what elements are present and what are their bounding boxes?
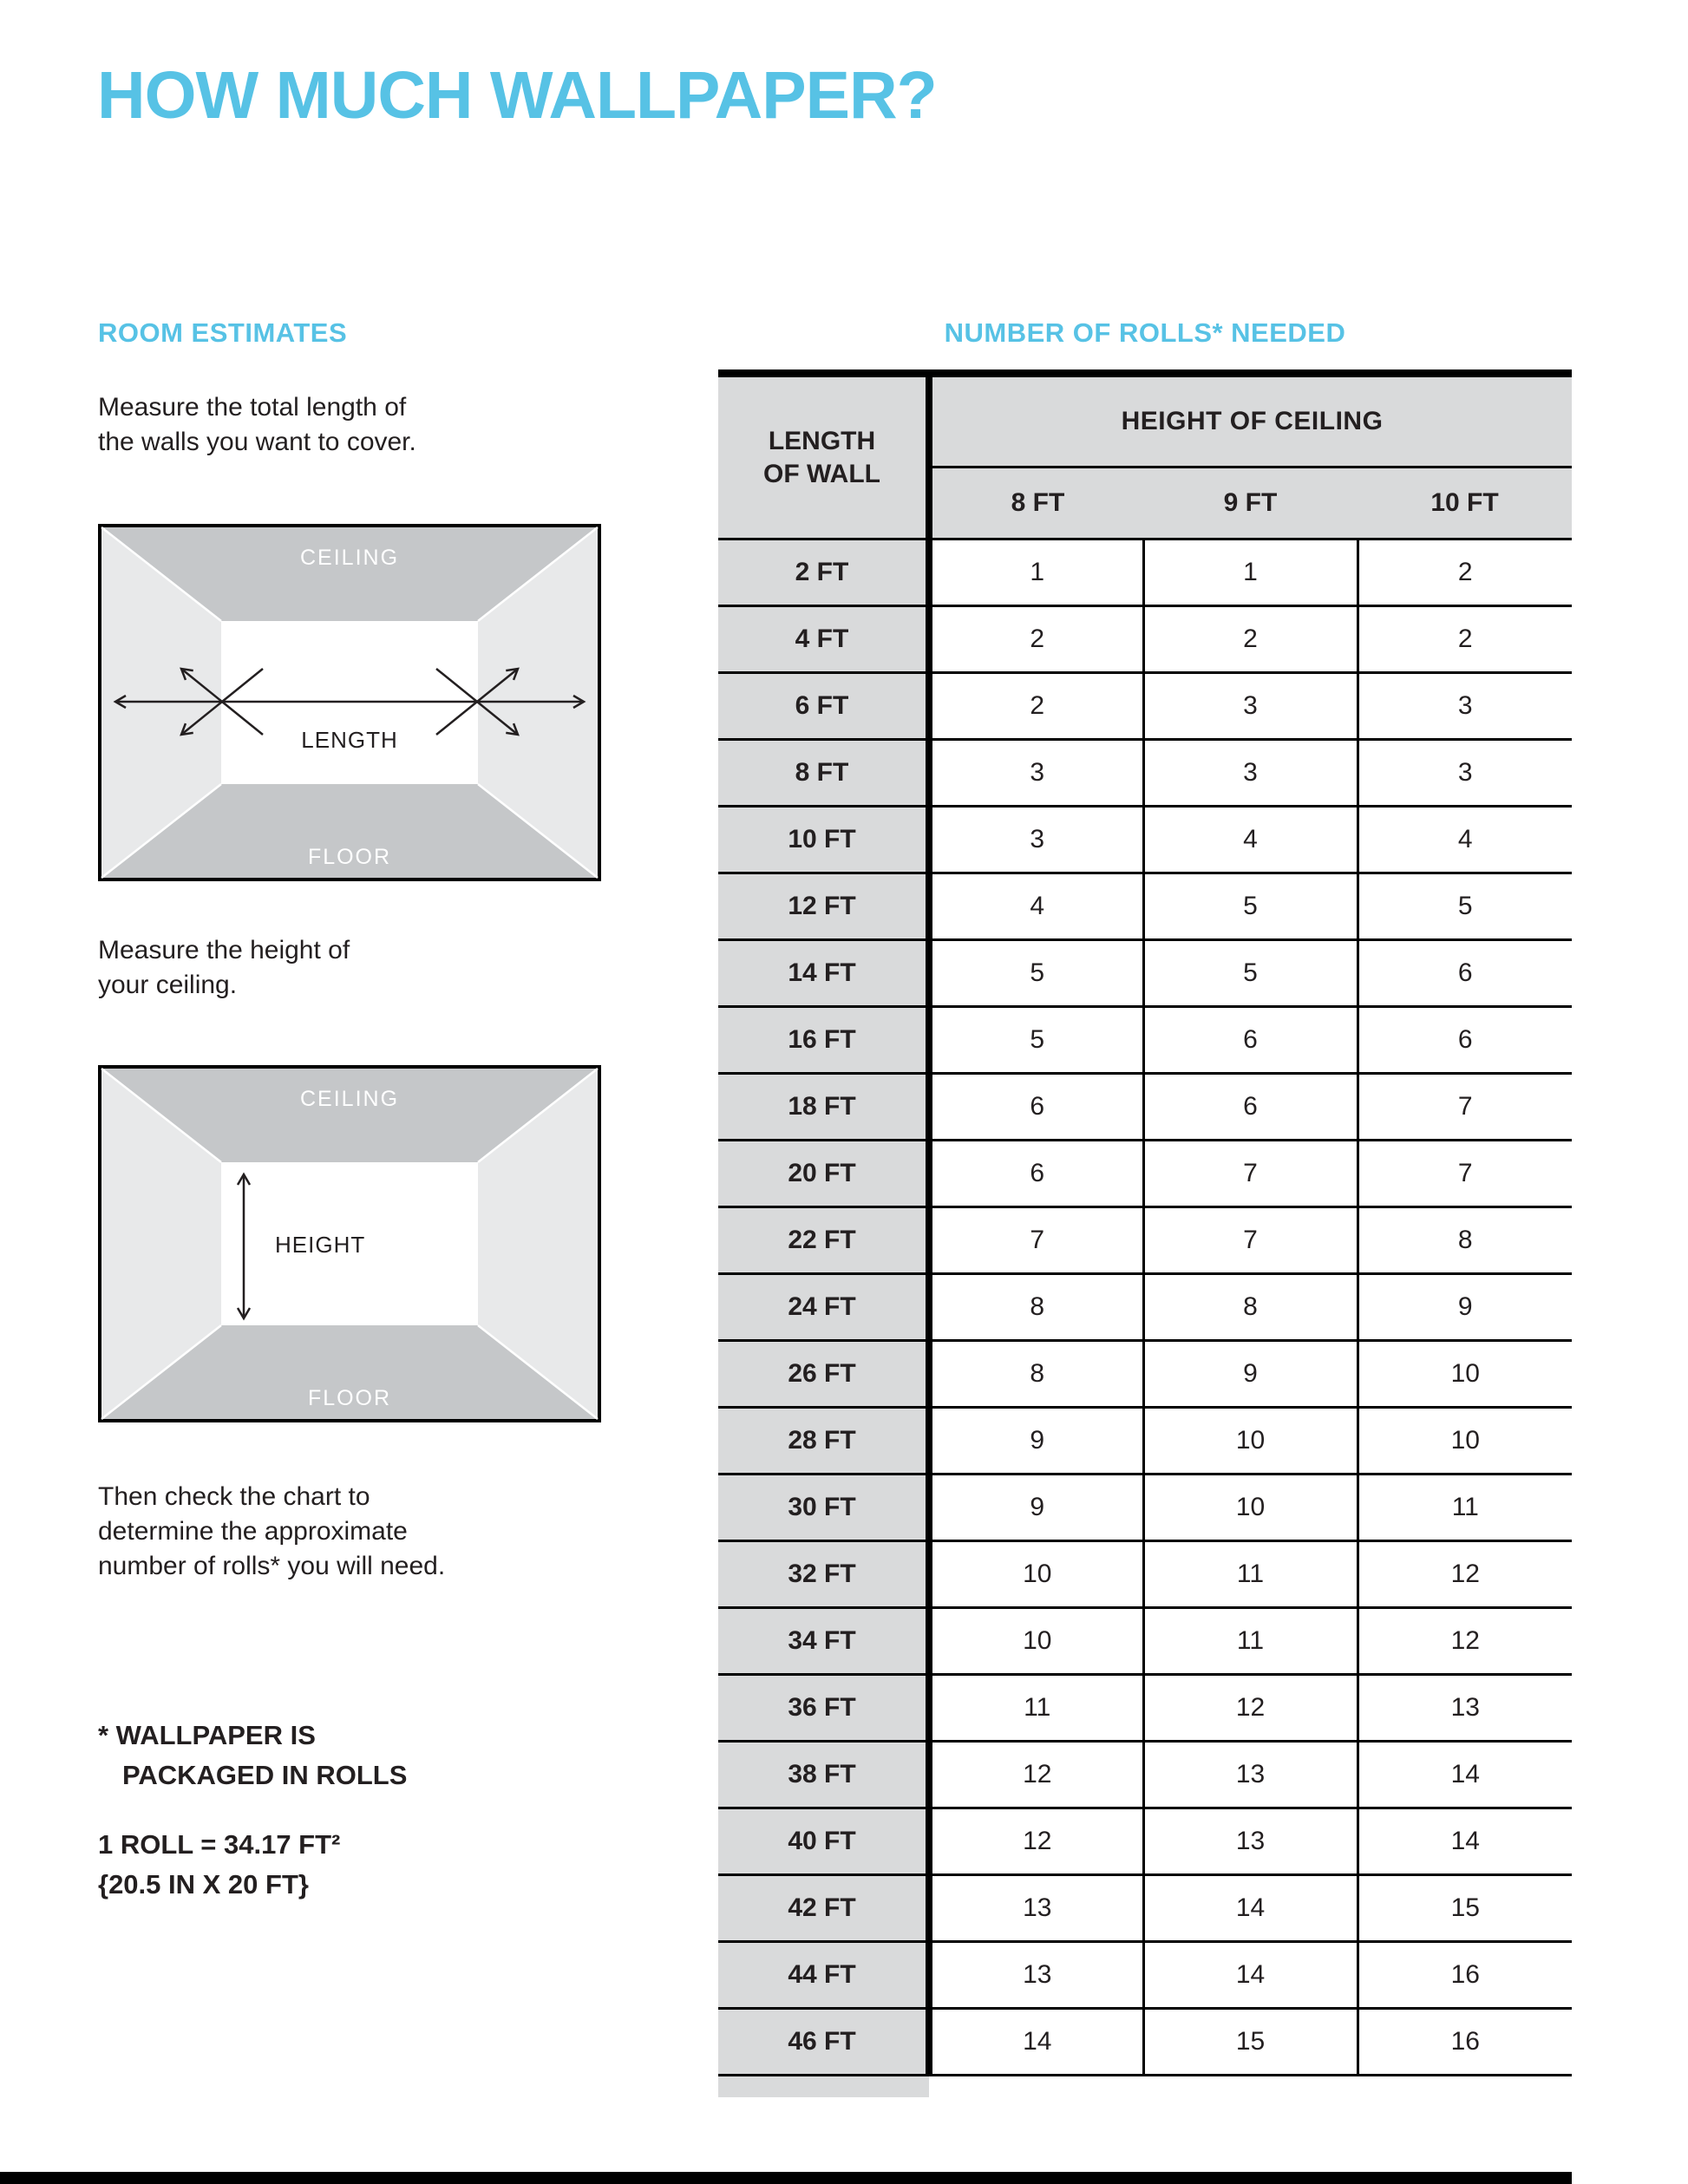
row-value: 14 <box>1358 1808 1572 1875</box>
text-line: {20.5 IN X 20 FT} <box>98 1869 309 1900</box>
table-row <box>718 1341 1572 1408</box>
row-value: 2 <box>1358 606 1572 673</box>
row-value: 11 <box>1143 1608 1358 1675</box>
table-row <box>718 606 1572 673</box>
row-label: 14 FT <box>718 940 929 1007</box>
row-value: 12 <box>1358 1608 1572 1675</box>
row-label: 20 FT <box>718 1141 929 1207</box>
row-value: 14 <box>929 2009 1143 2076</box>
row-value: 12 <box>1143 1675 1358 1742</box>
row-label: 18 FT <box>718 1074 929 1141</box>
row-label: 34 FT <box>718 1608 929 1675</box>
row-value: 8 <box>929 1274 1143 1341</box>
row-label: 46 FT <box>718 2009 929 2076</box>
height-diagram <box>98 1065 601 1422</box>
page-bottom-bar <box>0 2172 1572 2184</box>
row-label: 40 FT <box>718 1808 929 1875</box>
table-row <box>718 1274 1572 1341</box>
length-diagram-svg <box>98 524 601 881</box>
roll-size-spec <box>98 1825 340 1905</box>
row-value: 1 <box>929 539 1143 606</box>
floor-label: FLOOR <box>307 845 392 869</box>
instruction-measure-length <box>98 390 416 460</box>
row-value: 12 <box>929 1808 1143 1875</box>
row-value: 14 <box>1143 1875 1358 1942</box>
row-value: 12 <box>929 1742 1143 1808</box>
row-value: 6 <box>929 1074 1143 1141</box>
table-row <box>718 1074 1572 1141</box>
table-row <box>718 1675 1572 1742</box>
row-value: 6 <box>1358 940 1572 1007</box>
row-value: 4 <box>1143 807 1358 873</box>
text-line: Then check the chart to <box>98 1482 370 1511</box>
row-value: 3 <box>1358 673 1572 740</box>
text-line: 1 ROLL = 34.17 FT² <box>98 1829 341 1860</box>
table-row <box>718 1808 1572 1875</box>
row-label: 30 FT <box>718 1475 929 1541</box>
row-value: 5 <box>1143 873 1358 940</box>
row-value: 5 <box>1358 873 1572 940</box>
text-line: Measure the height of <box>98 936 350 964</box>
row-label: 12 FT <box>718 873 929 940</box>
row-value: 1 <box>1143 539 1358 606</box>
row-value: 6 <box>1358 1007 1572 1074</box>
row-value: 8 <box>1143 1274 1358 1341</box>
table-row <box>718 1608 1572 1675</box>
instruction-measure-height <box>98 933 350 1003</box>
table-row <box>718 1007 1572 1074</box>
row-value: 10 <box>1358 1341 1572 1408</box>
row-value: 7 <box>1358 1074 1572 1141</box>
text-line: the walls you want to cover. <box>98 428 416 456</box>
table-row <box>718 1742 1572 1808</box>
text-line: Measure the total length of <box>98 393 407 422</box>
row-value: 13 <box>1358 1675 1572 1742</box>
row-label: 4 FT <box>718 606 929 673</box>
floor-label: FLOOR <box>307 1386 392 1410</box>
rolls-needed-heading: NUMBER OF ROLLS* NEEDED <box>944 317 1346 348</box>
row-value: 10 <box>1143 1475 1358 1541</box>
row-label: 2 FT <box>718 539 929 606</box>
col-header-8ft: 8 FT <box>929 468 1143 539</box>
text-line: number of rolls* you will need. <box>98 1552 446 1580</box>
row-value: 14 <box>1143 1942 1358 2009</box>
table-header-row <box>718 374 1572 468</box>
row-value: 7 <box>1358 1141 1572 1207</box>
row-value: 12 <box>1358 1541 1572 1608</box>
row-value: 4 <box>1358 807 1572 873</box>
row-label: 44 FT <box>718 1942 929 2009</box>
ceiling-label: CEILING <box>299 546 400 570</box>
row-label: 38 FT <box>718 1742 929 1808</box>
rolls-table <box>718 369 1572 2076</box>
page-title: HOW MUCH WALLPAPER? <box>97 58 937 133</box>
row-value: 16 <box>1358 1942 1572 2009</box>
row-label: 6 FT <box>718 673 929 740</box>
table-row <box>718 1141 1572 1207</box>
row-value: 2 <box>1358 539 1572 606</box>
row-value: 5 <box>929 1007 1143 1074</box>
row-value: 7 <box>1143 1207 1358 1274</box>
row-value: 8 <box>929 1341 1143 1408</box>
col-header-10ft: 10 FT <box>1358 468 1572 539</box>
row-label: 8 FT <box>718 740 929 807</box>
row-value: 15 <box>1143 2009 1358 2076</box>
instruction-check-chart <box>98 1480 445 1584</box>
row-label: 22 FT <box>718 1207 929 1274</box>
row-label: 32 FT <box>718 1541 929 1608</box>
table-row <box>718 1207 1572 1274</box>
row-value: 14 <box>1358 1742 1572 1808</box>
row-value: 5 <box>929 940 1143 1007</box>
row-value: 10 <box>1143 1408 1358 1475</box>
length-diagram <box>98 524 601 881</box>
row-label: 10 FT <box>718 807 929 873</box>
row-value: 3 <box>1143 740 1358 807</box>
rolls-table-container <box>718 369 1572 2097</box>
row-value: 6 <box>1143 1007 1358 1074</box>
text-line: your ceiling. <box>98 971 238 999</box>
row-value: 10 <box>929 1541 1143 1608</box>
row-value: 9 <box>1143 1341 1358 1408</box>
row-value: 3 <box>1143 673 1358 740</box>
row-label: 28 FT <box>718 1408 929 1475</box>
room-estimates-heading: ROOM ESTIMATES <box>98 317 348 348</box>
col-header-length-of-wall <box>718 374 929 539</box>
row-value: 7 <box>1143 1141 1358 1207</box>
table-row <box>718 539 1572 606</box>
row-value: 4 <box>929 873 1143 940</box>
text-line: * WALLPAPER IS <box>98 1720 316 1750</box>
height-label: HEIGHT <box>275 1232 366 1258</box>
text-line: PACKAGED IN ROLLS <box>122 1760 408 1790</box>
row-value: 10 <box>929 1608 1143 1675</box>
row-value: 11 <box>929 1675 1143 1742</box>
text-line: LENGTH <box>768 426 876 455</box>
table-row <box>718 740 1572 807</box>
row-value: 13 <box>929 1875 1143 1942</box>
row-value: 5 <box>1143 940 1358 1007</box>
col-header-height-of-ceiling: HEIGHT OF CEILING <box>929 374 1572 468</box>
row-value: 2 <box>1143 606 1358 673</box>
row-value: 11 <box>1358 1475 1572 1541</box>
length-label: LENGTH <box>301 727 398 753</box>
table-row <box>718 807 1572 873</box>
row-value: 3 <box>929 740 1143 807</box>
table-row <box>718 1942 1572 2009</box>
row-value: 13 <box>1143 1808 1358 1875</box>
row-value: 9 <box>929 1475 1143 1541</box>
table-row <box>718 673 1572 740</box>
row-value: 16 <box>1358 2009 1572 2076</box>
row-value: 9 <box>929 1408 1143 1475</box>
text-line: OF WALL <box>763 459 880 488</box>
row-value: 15 <box>1358 1875 1572 1942</box>
row-value: 9 <box>1358 1274 1572 1341</box>
row-value: 2 <box>929 606 1143 673</box>
text-line: determine the approximate <box>98 1517 408 1546</box>
row-label: 36 FT <box>718 1675 929 1742</box>
row-label: 24 FT <box>718 1274 929 1341</box>
row-value: 3 <box>929 807 1143 873</box>
table-row <box>718 1408 1572 1475</box>
col-header-9ft: 9 FT <box>1143 468 1358 539</box>
row-value: 6 <box>1143 1074 1358 1141</box>
row-label: 42 FT <box>718 1875 929 1942</box>
row-value: 10 <box>1358 1408 1572 1475</box>
wallpaper-rolls-footnote <box>98 1716 407 1795</box>
rolls-table-body <box>718 539 1572 2076</box>
row-value: 2 <box>929 673 1143 740</box>
table-row <box>718 1475 1572 1541</box>
row-value: 6 <box>929 1141 1143 1207</box>
row-value: 13 <box>1143 1742 1358 1808</box>
table-row <box>718 2009 1572 2076</box>
table-gray-stub <box>718 2076 929 2097</box>
row-value: 3 <box>1358 740 1572 807</box>
row-value: 7 <box>929 1207 1143 1274</box>
row-value: 11 <box>1143 1541 1358 1608</box>
table-row <box>718 1875 1572 1942</box>
row-label: 16 FT <box>718 1007 929 1074</box>
table-row <box>718 940 1572 1007</box>
row-label: 26 FT <box>718 1341 929 1408</box>
row-value: 8 <box>1358 1207 1572 1274</box>
row-value: 13 <box>929 1942 1143 2009</box>
table-row <box>718 873 1572 940</box>
table-row <box>718 1541 1572 1608</box>
ceiling-label: CEILING <box>299 1087 400 1111</box>
height-diagram-svg <box>98 1065 601 1422</box>
